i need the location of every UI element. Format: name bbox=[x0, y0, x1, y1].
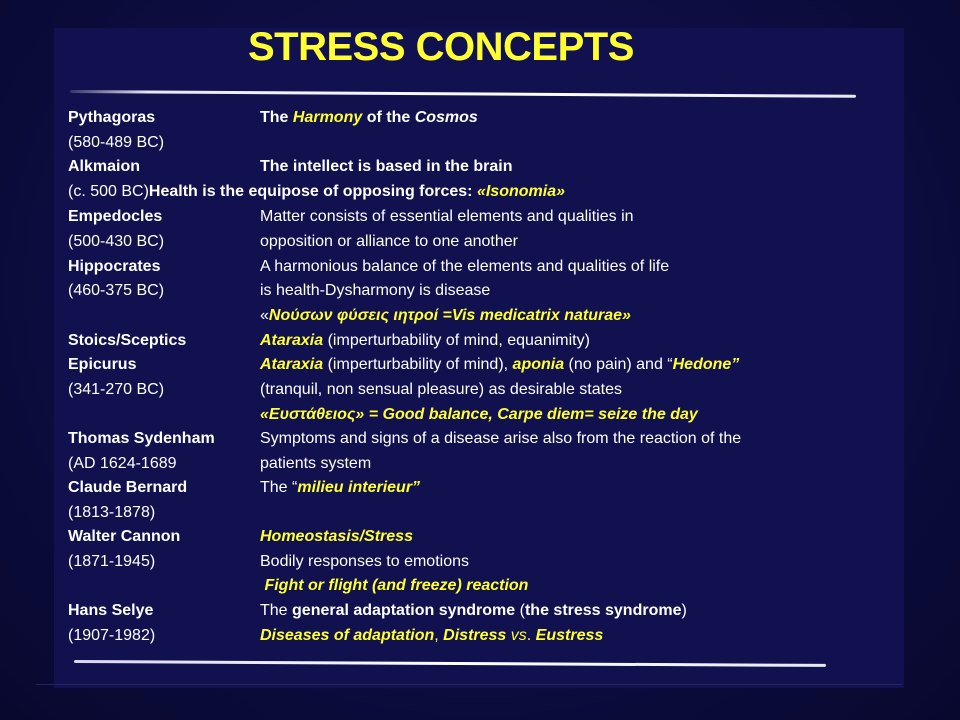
desc-alkmaion-1: The intellect is based in the brain bbox=[260, 158, 513, 175]
desc-sydenham-1: Symptoms and signs of a disease arise also from the reaction of the bbox=[260, 430, 742, 447]
row-bernard-2 bbox=[0, 502, 960, 524]
row-bernard bbox=[0, 477, 960, 499]
desc-bernard: The “milieu interieur” bbox=[260, 479, 421, 496]
name-stoics: Stoics/Sceptics bbox=[68, 332, 187, 349]
slide-title: STRESS CONCEPTS bbox=[248, 25, 634, 69]
row-hippocrates-3 bbox=[0, 305, 960, 327]
row-selye-2 bbox=[0, 625, 960, 647]
name-bernard: Claude Bernard bbox=[68, 479, 188, 496]
row-pythagoras-dates bbox=[0, 132, 960, 154]
desc-epicurus-1: Ataraxia (imperturbability of mind), aponia (no pain) and “Hedone” bbox=[260, 356, 740, 373]
dates-alkmaion: (c. 500 BC) bbox=[68, 183, 149, 200]
name-sydenham: Thomas Sydenham bbox=[68, 430, 215, 447]
row-epicurus bbox=[0, 354, 960, 376]
dates-sydenham: (AD 1624-1689 bbox=[68, 455, 177, 472]
dates-epicurus: (341-270 BC) bbox=[68, 381, 165, 398]
dates-selye: (1907-1982) bbox=[68, 627, 156, 644]
desc-pythagoras: The Harmony of the Cosmos bbox=[260, 109, 478, 126]
row-epicurus-2 bbox=[0, 379, 960, 401]
dates-hippocrates: (460-375 BC) bbox=[68, 282, 165, 299]
desc-cannon-2: Bodily responses to emotions bbox=[260, 553, 469, 570]
row-hippocrates bbox=[0, 256, 960, 278]
dates-bernard: (1813-1878) bbox=[68, 504, 156, 521]
desc-alkmaion-2: (c. 500 BC)Health is the equipose of opposing forces: «Isonomia» bbox=[68, 183, 565, 200]
desc-cannon-1: Homeostasis/Stress bbox=[260, 528, 413, 545]
row-sydenham-2 bbox=[0, 453, 960, 475]
dates-empedocles: (500-430 BC) bbox=[68, 233, 165, 250]
dates-pythagoras: (580-489 BC) bbox=[68, 134, 165, 151]
row-alkmaion-2 bbox=[0, 181, 960, 203]
footer-divider bbox=[36, 684, 902, 685]
desc-stoics: Ataraxia (imperturbability of mind, equanimity) bbox=[260, 332, 590, 349]
name-epicurus: Epicurus bbox=[68, 356, 137, 373]
desc-hippocrates-1: A harmonious balance of the elements and qualities of life bbox=[260, 258, 670, 275]
row-cannon-2 bbox=[0, 551, 960, 573]
desc-epicurus-2: (tranquil, non sensual pleasure) as desirable states bbox=[260, 381, 622, 398]
desc-sydenham-2: patients system bbox=[260, 455, 372, 472]
name-cannon: Walter Cannon bbox=[68, 528, 181, 545]
row-pythagoras bbox=[0, 107, 960, 129]
row-stoics bbox=[0, 330, 960, 352]
row-sydenham bbox=[0, 428, 960, 450]
name-pythagoras: Pythagoras bbox=[68, 109, 156, 126]
desc-empedocles-1: Matter consists of essential elements and qualities in bbox=[260, 208, 634, 225]
name-empedocles: Empedocles bbox=[68, 208, 163, 225]
desc-cannon-3: Fight or flight (and freeze) reaction bbox=[260, 577, 529, 594]
row-alkmaion bbox=[0, 156, 960, 178]
name-alkmaion: Alkmaion bbox=[68, 158, 141, 175]
row-cannon bbox=[0, 526, 960, 548]
dates-cannon: (1871-1945) bbox=[68, 553, 156, 570]
name-selye: Hans Selye bbox=[68, 602, 154, 619]
desc-hippocrates-2: is health-Dysharmony is disease bbox=[260, 282, 491, 299]
row-epicurus-3 bbox=[0, 404, 960, 426]
row-empedocles bbox=[0, 206, 960, 228]
desc-hippocrates-3: «Νούσων φύσεις ιητροί =Vis medicatrix naturae» bbox=[260, 307, 631, 324]
row-hippocrates-2 bbox=[0, 280, 960, 302]
row-selye bbox=[0, 600, 960, 622]
name-hippocrates: Hippocrates bbox=[68, 258, 161, 275]
desc-empedocles-2: opposition or alliance to one another bbox=[260, 233, 518, 250]
desc-selye-1: The general adaptation syndrome (the stress syndrome) bbox=[260, 602, 687, 619]
desc-epicurus-3: «Ευστάθειος» = Good balance, Carpe diem= seize the day bbox=[260, 406, 698, 423]
row-cannon-3 bbox=[0, 575, 960, 597]
desc-selye-2: Diseases of adaptation, Distress vs. Eustress bbox=[260, 627, 604, 644]
row-empedocles-2 bbox=[0, 231, 960, 253]
